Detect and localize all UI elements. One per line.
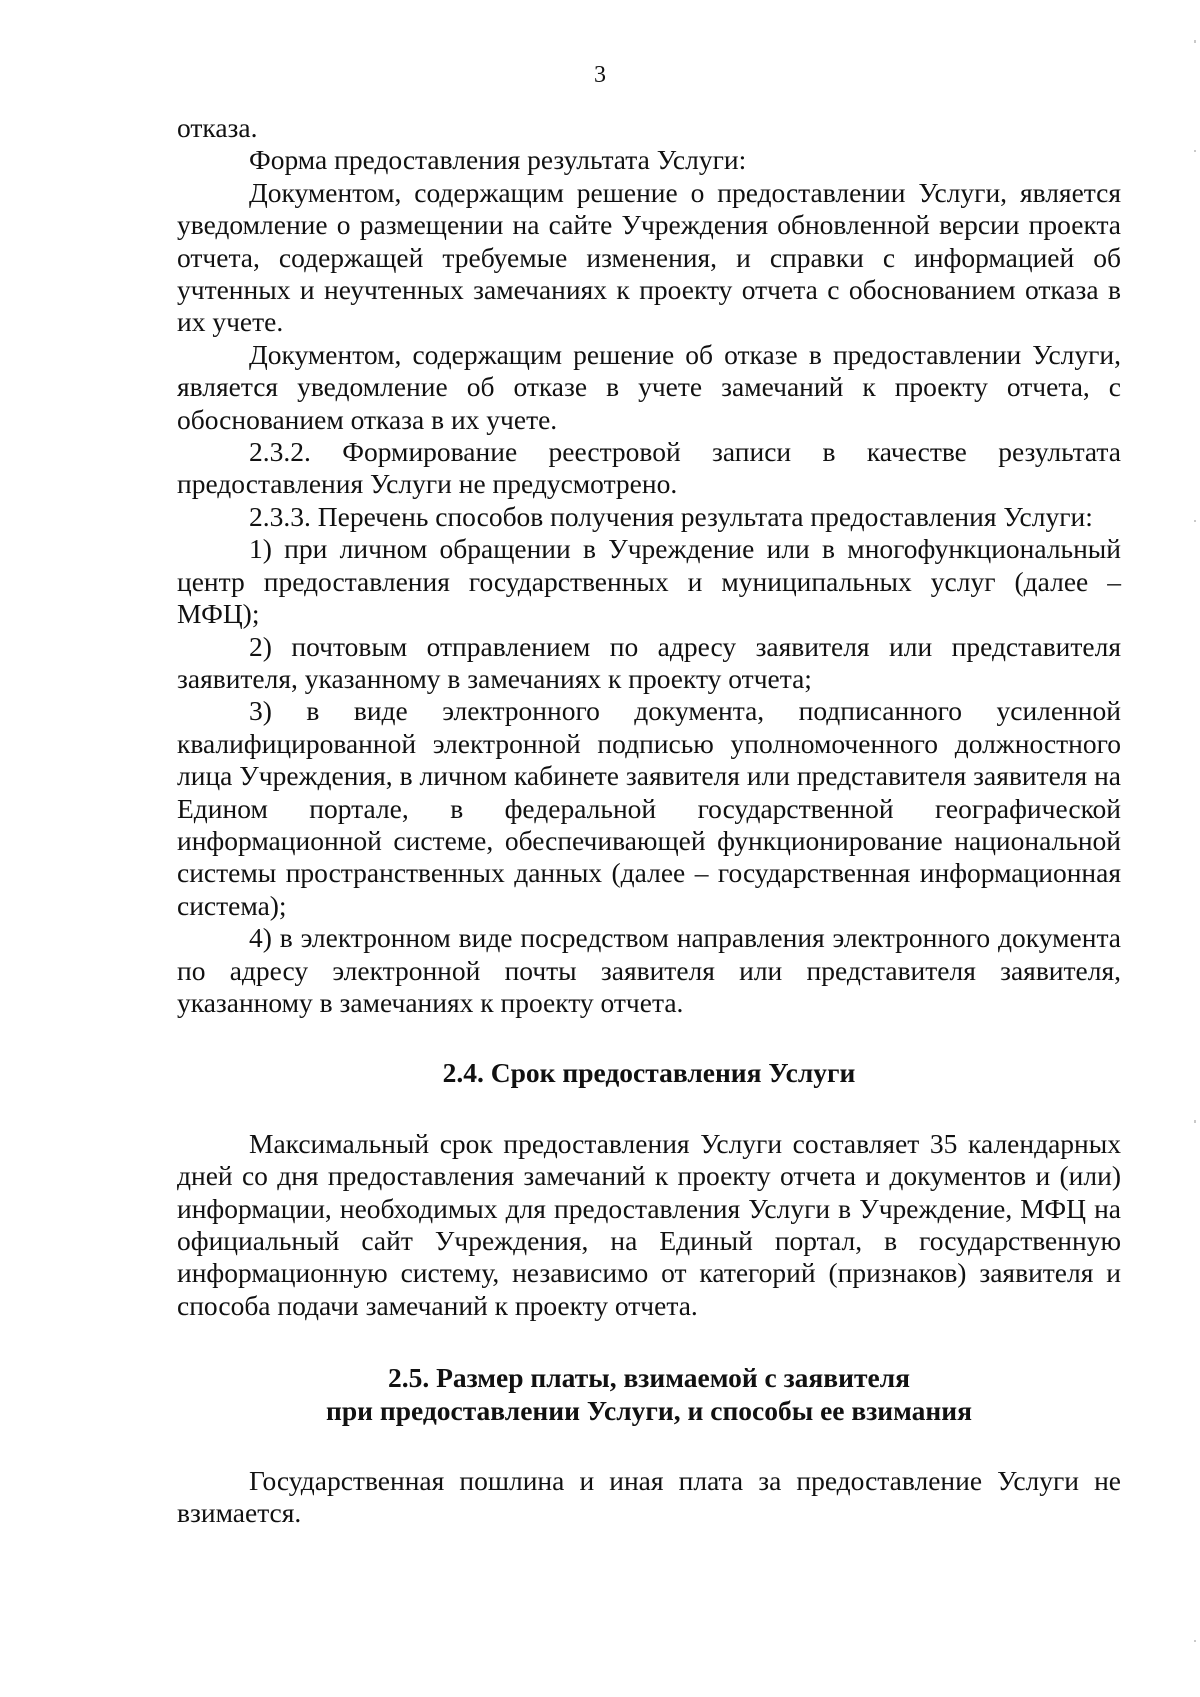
- paragraph-continuation: отказа.: [177, 112, 258, 143]
- scan-edge-marks: [1188, 0, 1200, 1697]
- paragraph-fee: Государственная пошлина и иная плата за предоставление Услуги не взимается.: [177, 1465, 1121, 1529]
- paragraph-positive-decision: Документом, содержащим решение о предоставлении Услуги, является уведомление о размещении на сайте Учреждения обновленной версии проекта отчета, содержащей требуемые изменения, и справки с информацией об учтенных и неучтенных замечаниях к проекту отчета с обоснованием отказа в их учете.: [177, 176, 1121, 338]
- list-item-2: 2) почтовым отправлением по адресу заявителя или представителя заявителя, указанному в замечаниях к проекту отчета;: [177, 630, 1121, 694]
- paragraph-refusal-decision: Документом, содержащим решение об отказе в предоставлении Услуги, является уведомление об отказе в учете замечаний к проекту отчета, с обоснованием отказа в их учете.: [177, 338, 1121, 435]
- section-heading-2-5: [177, 1362, 1121, 1427]
- list-item-3: 3) в виде электронного документа, подписанного усиленной квалифицированной электронной подписью уполномоченного должностного лица Учреждения, в личном кабинете заявителя или представителя заявителя на Едином портале, в федеральной государственной географической информационной системе, обеспечивающей функционирование национальной системы пространственных данных (далее – государственная информационная система);: [177, 695, 1121, 921]
- paragraph-2-3-3: 2.3.3. Перечень способов получения результата предоставления Услуги:: [249, 500, 1093, 532]
- list-item-4: 4) в электронном виде посредством направления электронного документа по адресу электронной почты заявителя или представителя заявителя, указанному в замечаниях к проекту отчета.: [177, 922, 1121, 1018]
- section-heading-2-4: 2.4. Срок предоставления Услуги: [442, 1057, 856, 1089]
- page-number: 3: [594, 62, 606, 88]
- section-heading-2-5-line-1: 2.5. Размер платы, взимаемой с заявителя: [387, 1362, 911, 1394]
- document-body: [177, 112, 1121, 1530]
- list-item-1: 1) при личном обращении в Учреждение или в многофункциональный центр предоставления государственных и муниципальных услуг (далее – МФЦ);: [177, 533, 1121, 630]
- paragraph-max-term: Максимальный срок предоставления Услуги составляет 35 календарных дней со дня предоставления замечаний к проекту отчета и документов и (или) информации, необходимых для предоставления Услуги в Учреждение, МФЦ на официальный сайт Учреждения, на Единый портал, в государственную информационную систему, независимо от категорий (признаков) заявителя и способа подачи замечаний к проекту отчета.: [177, 1127, 1121, 1321]
- section-heading-2-5-line-2: при предоставлении Услуги, и способы ее взимания: [326, 1394, 972, 1426]
- paragraph-result-form: Форма предоставления результата Услуги:: [249, 144, 747, 176]
- paragraph-2-3-2: 2.3.2. Формирование реестровой записи в качестве результата предоставления Услуги не предусмотрено.: [177, 436, 1121, 500]
